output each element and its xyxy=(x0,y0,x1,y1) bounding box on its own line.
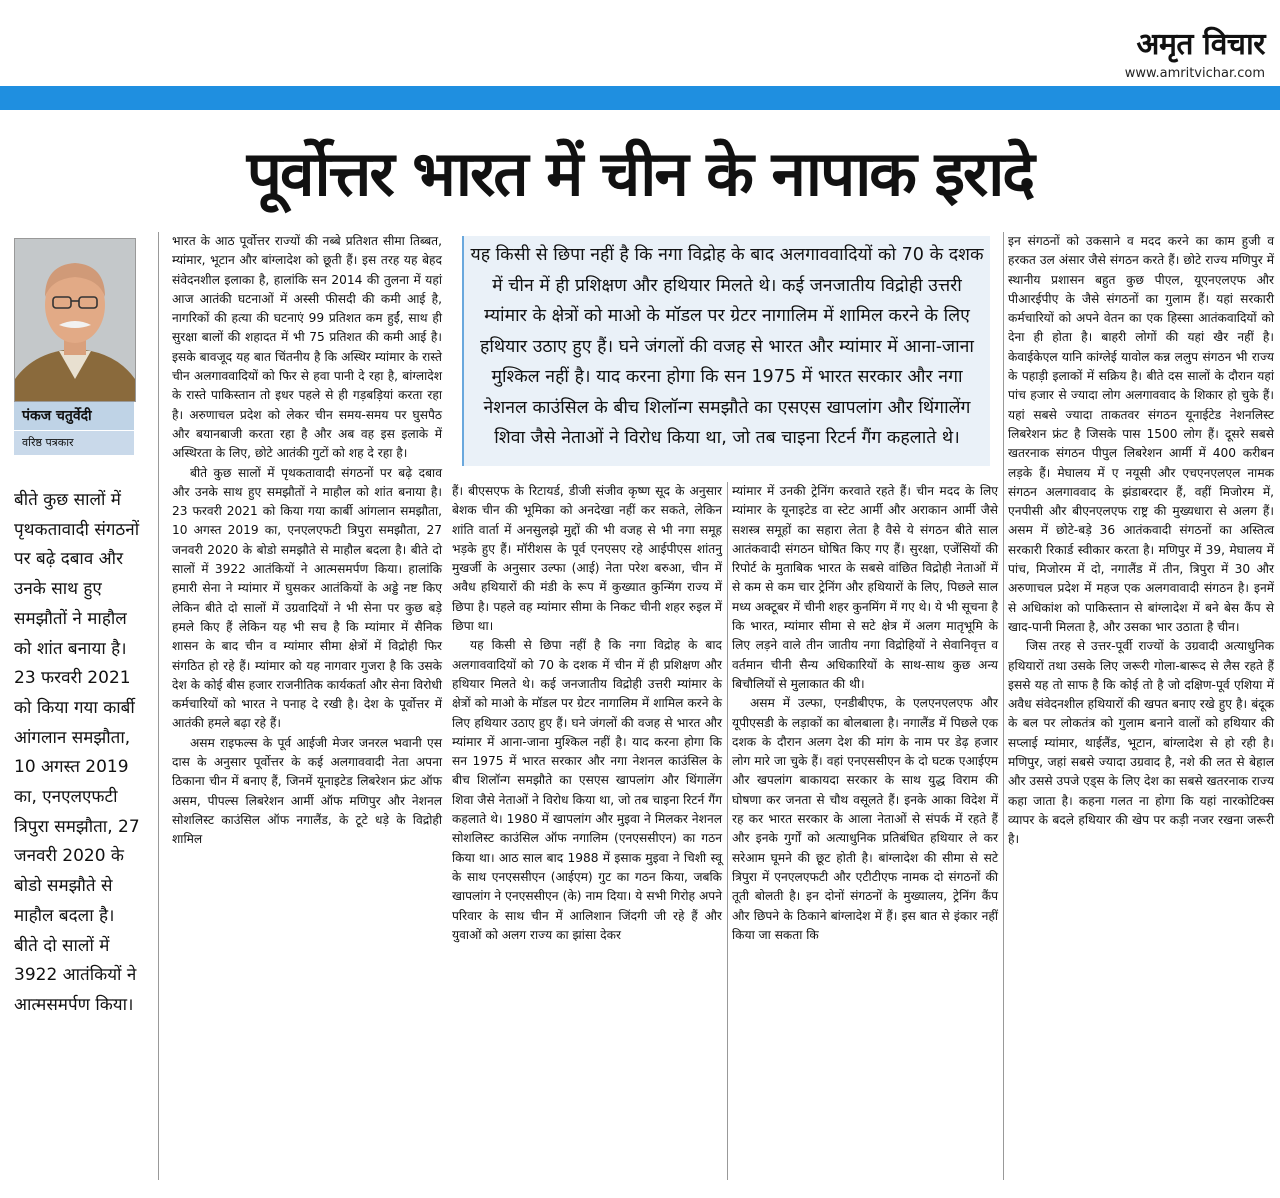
column-rule xyxy=(1003,232,1004,1180)
article-column-4 xyxy=(1008,232,1274,850)
author-photo xyxy=(14,238,136,402)
article-column-2 xyxy=(452,482,722,945)
paragraph: यह किसी से छिपा नहीं है कि नगा विद्रोह के बाद अलगाववादियों को 70 के दशक में चीन में ही प्रशिक्षण और हथियार मिलते थे। कई जनजातीय विद्रोही उत्तरी म्यांमार के क्षेत्रों को माओ के मॉडल पर ग्रेटर नागालिम में शामिल करने के लिए हथियार उठाए हुए हैं। घने जंगलों की वजह से भारत और म्यांमार में आना-जाना मुश्किल नहीं है। याद करना होगा कि सन 1975 में भारत सरकार और नगा नेशनल काउंसिल के बीच शिलॉन्ग समझौते का एसएस खापलांग और थिंगालेंग शिवा जैसे नेताओं ने विरोध किया था, जो तब चाइना रिटर्न गैंग कहलाते थे। 1980 में खापलांग और मुइवा ने मिलकर नेशनल सोशलिस्ट काउंसिल ऑफ नगालिम (एनएससीएन) का गठन किया था। आठ साल बाद 1988 में इसाक मुइवा ने चिशी स्वू के साथ एनएससीएन (आईएम) गुट का गठन किया, जबकि खापलांग ने एनएससीएन (के) नाम दिया। ये सभी गिरोह अपने परिवार के साथ चीन में आलिशान जिंदगी जी रहे हैं और युवाओं को अलग राज्य का झांसा देकर xyxy=(452,638,722,942)
center-pull-quote: यह किसी से छिपा नहीं है कि नगा विद्रोह के बाद अलगाववादियों को 70 के दशक में चीन में ही प्रशिक्षण और हथियार मिलते थे। कई जनजातीय विद्रोही उत्तरी म्यांमार के क्षेत्रों को माओ के मॉडल पर ग्रेटर नागालिम में शामिल करने के लिए हथियार उठाए हुए हैं। घने जंगलों की वजह से भारत और म्यांमार में आना-जाना मुश्किल नहीं है। याद करना होगा कि सन 1975 में भारत सरकार और नगा नेशनल काउंसिल के बीच शिलॉन्ग समझौते का एसएस खापलांग और थिंगालेंग शिवा जैसे नेताओं ने विरोध किया था, जो तब चाइना रिटर्न गैंग कहलाते थे। xyxy=(462,236,990,466)
column-rule xyxy=(727,482,728,1180)
paragraph: बीते कुछ सालों में पृथकतावादी संगठनों पर बढ़े दबाव और उनके साथ हुए समझौतों ने माहौल को शांत बनाया है। 23 फरवरी 2021 को किया गया कार्बी आंगलान समझौता, 10 अगस्त 2019 का, एनएलएफटी त्रिपुरा समझौता, 27 जनवरी 2020 के बोडो समझौते से माहौल बदला है। बीते दो सालों में 3922 आतंकियों ने आत्मसमर्पण किया। हालांकि हमारी सेना ने म्यांमार में घुसकर आतंकियों के अड्डे नष्ट किए लेकिन बीते दो सालों में उग्रवादियों ने भी सेना पर कुछ बड़े हमले किए हैं लेकिन यह भी सच है कि म्यांमार में सैनिक शासन के बाद चीन व म्यांमार सीमा क्षेत्रों में विद्रोही फिर संगठित हो रहे हैं। म्यांमार को यह नागवार गुजरा है कि उसके देश के कोई बीस हजार राजनीतिक कार्यकर्ता और सेना विरोधी कर्मचारियों को भारत ने पनाह दे रखी है। देश के पूर्वोत्तर में आतंकी हमले बढ़ा रहे हैं। xyxy=(172,465,442,731)
header-accent-bar xyxy=(0,86,1280,110)
author-role: वरिष्ठ पत्रकार xyxy=(14,431,134,455)
paragraph: हैं। बीएसएफ के रिटायर्ड, डीजी संजीव कृष्ण सूद के अनुसार बेशक चीन की भूमिका को अनदेखा नहीं कर सकते, लेकिन शांति वार्ता में अनसुलझे मुद्दों की भी वजह से भी नगा समूह भड़के हुए हैं। मॉरीशस के पूर्व एनएसए रहे आईपीएस शांतनु मुखर्जी के अनुसार उल्फा (आई) नेता परेश बरुआ, चीन में अवैध हथियारों की मंडी के रूप में कुख्यात कुन्मिंग राज्य में छिपा है। पहले वह म्यांमार सीमा के निकट चीनी शहर रुइल में छिपा था। xyxy=(452,484,722,634)
article-column-1 xyxy=(172,232,442,850)
left-pull-quote: बीते कुछ सालों में पृथकतावादी संगठनों पर बढ़े दबाव और उनके साथ हुए समझौतों ने माहौल को शांत बनाया है। 23 फरवरी 2021 को किया गया कार्बी आंगलान समझौता, 10 अगस्त 2019 का, एनएलएफटी त्रिपुरा समझौता, 27 जनवरी 2020 के बोडो समझौते से माहौल बदला है। बीते दो सालों में 3922 आतंकियों ने आत्मसमर्पण किया। xyxy=(14,490,140,1015)
author-portrait-icon xyxy=(15,239,135,401)
paragraph: भारत के आठ पूर्वोत्तर राज्यों की नब्बे प्रतिशत सीमा तिब्बत, म्यांमार, भूटान और बांग्लादेश को छूती हैं। इस तरह यह बेहद संवेदनशील इलाका है, हालांकि सन 2014 की तुलना में यहां आज आतंकी घटनाओं में अस्सी फीसदी की कमी आई है, नागरिकों की हत्या की घटनाएं 99 प्रतिशत कम हुईं, साथ ही सुरक्षा बालों की शहादत में भी 75 प्रतिशत की कमी आई है। इसके बावजूद यह बात चिंतनीय है कि अस्थिर म्यांमार के रास्ते चीन अलगाववादियों को फिर से हवा पानी दे रहा है, बांग्लादेश के रास्ते पाकिस्तान तो इधर पहले से ही गड़बड़ियां करता रहा है। अरुणाचल प्रदेश को लेकर चीन समय-समय पर घुसपैठ और बयानबाजी करता रहा है और अब वह इस इलाके में अस्थिरता के लिए, छोटे आतंकी गुटों को शह दे रहा है। xyxy=(172,234,442,461)
newspaper-logo: अमृत विचार xyxy=(1136,27,1265,62)
author-name: पंकज चतुर्वेदी xyxy=(14,402,134,431)
website-url[interactable]: www.amritvichar.com xyxy=(1124,66,1265,81)
column-rule xyxy=(158,232,159,1180)
paragraph: इन संगठनों को उकसाने व मदद करने का काम हुजी व हरकत उल अंसार जैसे संगठन करते हैं। छोटे राज्य मणिपुर में स्थानीय प्रशासन बहुत कुछ पीएल, यूएनएलएफ और पीआरईपीए के जैसे संगठनों का गुलाम हैं। यहां सरकारी कर्मचारियों को अपने वेतन का एक हिस्सा आतंकवादियों को देना ही होता है। बाहरी लोगों की यहां खैर नहीं है। केवाईकेएल यानि कांग्लेई यावोल कन्न ललुप संगठन भी राज्य के पहाड़ी इलाकों में सक्रिय है। बीते दस सालों के दौरान यहां पांच हजार से ज्यादा लोग अलगाववाद के शिकार हो चुके हैं। यहां सबसे ज्यादा ताकतवर संगठन यूनाईटेड नेशनलिस्ट लिबरेशन फ्रंट है जिसके पास 1500 लोग हैं। दूसरे सबसे खतरनाक संगठन पीपुल लिबरेशन आर्मी में 400 करीबन लड़के हैं। मेघालय में ए नयूसी और एचएनएलएल नामक संगठन अलगाववाद के झंडाबरदार हैं, वहीं मिजोरम में, एनपीसी और बीएनएलएफ राष्ट्र की मुख्यधारा से अलग हैं। असम में छोटे-बड़े 36 आतंकवादी संगठनों का अस्तित्व सरकारी रिकार्ड स्वीकार करता है। मणिपुर में 39, मेघालय में पांच, मिजोरम में दो, नगालैंड में तीन, त्रिपुरा में 30 और अरुणाचल प्रदेश में महज एक अलगवावादी संगठन है। इनमें से अधिकांश को पाकिस्तान से बांग्लादेश में बने बेस कैंप से खाद-पानी मिलता है, और उसका भार उठाता है चीन। xyxy=(1008,234,1274,634)
article-headline: पूर्वोत्तर भारत में चीन के नापाक इरादे xyxy=(246,137,1034,210)
author-byline xyxy=(14,402,134,455)
paragraph: असम में उल्फा, एनडीबीएफ, के एलएनएलएफ और यूपीएसडी के लड़ाकों का बोलबाला है। नगालैंड में पिछले एक दशक के दौरान अलग देश की मांग के नाम पर डेढ़ हजार लोग मारे जा चुके हैं। वहां एनएससीएन के दो घटक एआईएम और खपलांग बाकायदा सरकार के साथ युद्ध विराम की घोषणा कर जनता से चौथ वसूलते हैं। इनके आका विदेश में रह कर भारत सरकार के आला नेताओं से संपर्क में रहते हैं और इनके गुर्गों को अत्याधुनिक प्रतिबंधित हथियार ले कर सरेआम घूमने की छूट होती है। बांग्लादेश की सीमा से सटे त्रिपुरा में एनएलएफटी और एटीटीएफ नामक दो संगठनों की तूती बोलती है। इन दोनों संगठनों के मुख्यालय, ट्रेनिंग कैंप और छिपने के ठिकाने बांग्लादेश में हैं। इस बात से इंकार नहीं किया जा सकता कि xyxy=(732,696,998,942)
paragraph: असम राइफल्स के पूर्व आईजी मेजर जनरल भवानी एस दास के अनुसार पूर्वोत्तर के कई अलगाववादी नेता अपना ठिकाना चीन में बनाए हैं, जिनमें यूनाइटेड लिबरेशन फ्रंट ऑफ असम, पीपल्स लिबरेशन आर्मी ऑफ मणिपुर और नेशनल सोशलिस्ट काउंसिल ऑफ नगालैंड, के टूटे धड़े के विद्रोही शामिल xyxy=(172,735,442,847)
paragraph: जिस तरह से उत्तर-पूर्वी राज्यों के उग्रवादी अत्याधुनिक हथियारों तथा उसके लिए जरूरी गोला-बारूद से लैस रहते हैं इससे यह तो साफ है कि कोई तो है जो दक्षिण-पूर्व एशिया में अवैध संवेदनशील हथियारों की खपत बनाए रखे हुए है। बंदूक के बल पर लोकतंत्र को गुलाम बनाने वालों को हथियार की सप्लाई म्यांमार, थाईलैंड, भूटान, बांग्लादेश से हो रही है। मणिपुर, जहां सबसे ज्यादा उग्रवाद है, नशे की लत से बेहाल और उससे उपजे एड्स के लिए देश का सबसे खतरनाक राज्य कहा जाता है। कहना गलत ना होगा कि यहां नारकोटिक्स व्यापर के बदले हथियार की खेप पर कड़ी नजर रखना जरूरी है। xyxy=(1008,639,1274,847)
article-column-3 xyxy=(732,482,998,945)
paragraph: म्यांमार में उनकी ट्रेनिंग करवाते रहते हैं। चीन मदद के लिए म्यांमार के यूनाइटेड वा स्टेट आर्मी और अराकान आर्मी जैसे सशस्त्र समूहों का सहारा लेता है वैसे ये संगठन बीते साल आतंकवादी संगठन घोषित किए गए हैं। सुरक्षा, एजेंसियों की रिपोर्ट के मुताबिक भारत के सबसे वांछित विद्रोही नेताओं में से कम से कम चार ट्रेनिंग और हथियारों के लिए, पिछले साल मध्य अक्टूबर में चीनी शहर कुनमिंग में गए थे। ये भी सूचना है कि भारत, म्यांमार सीमा से सटे क्षेत्र में अलग मातृभूमि के लिए लड़ने वाले तीन जातीय नगा विद्रोहियों ने सेवानिवृत्त व वर्तमान चीनी सैन्य अधिकारियों के साथ-साथ कुछ अन्य बिचौलियों से मुलाकात की थी। xyxy=(732,484,998,691)
masthead xyxy=(1085,28,1265,82)
